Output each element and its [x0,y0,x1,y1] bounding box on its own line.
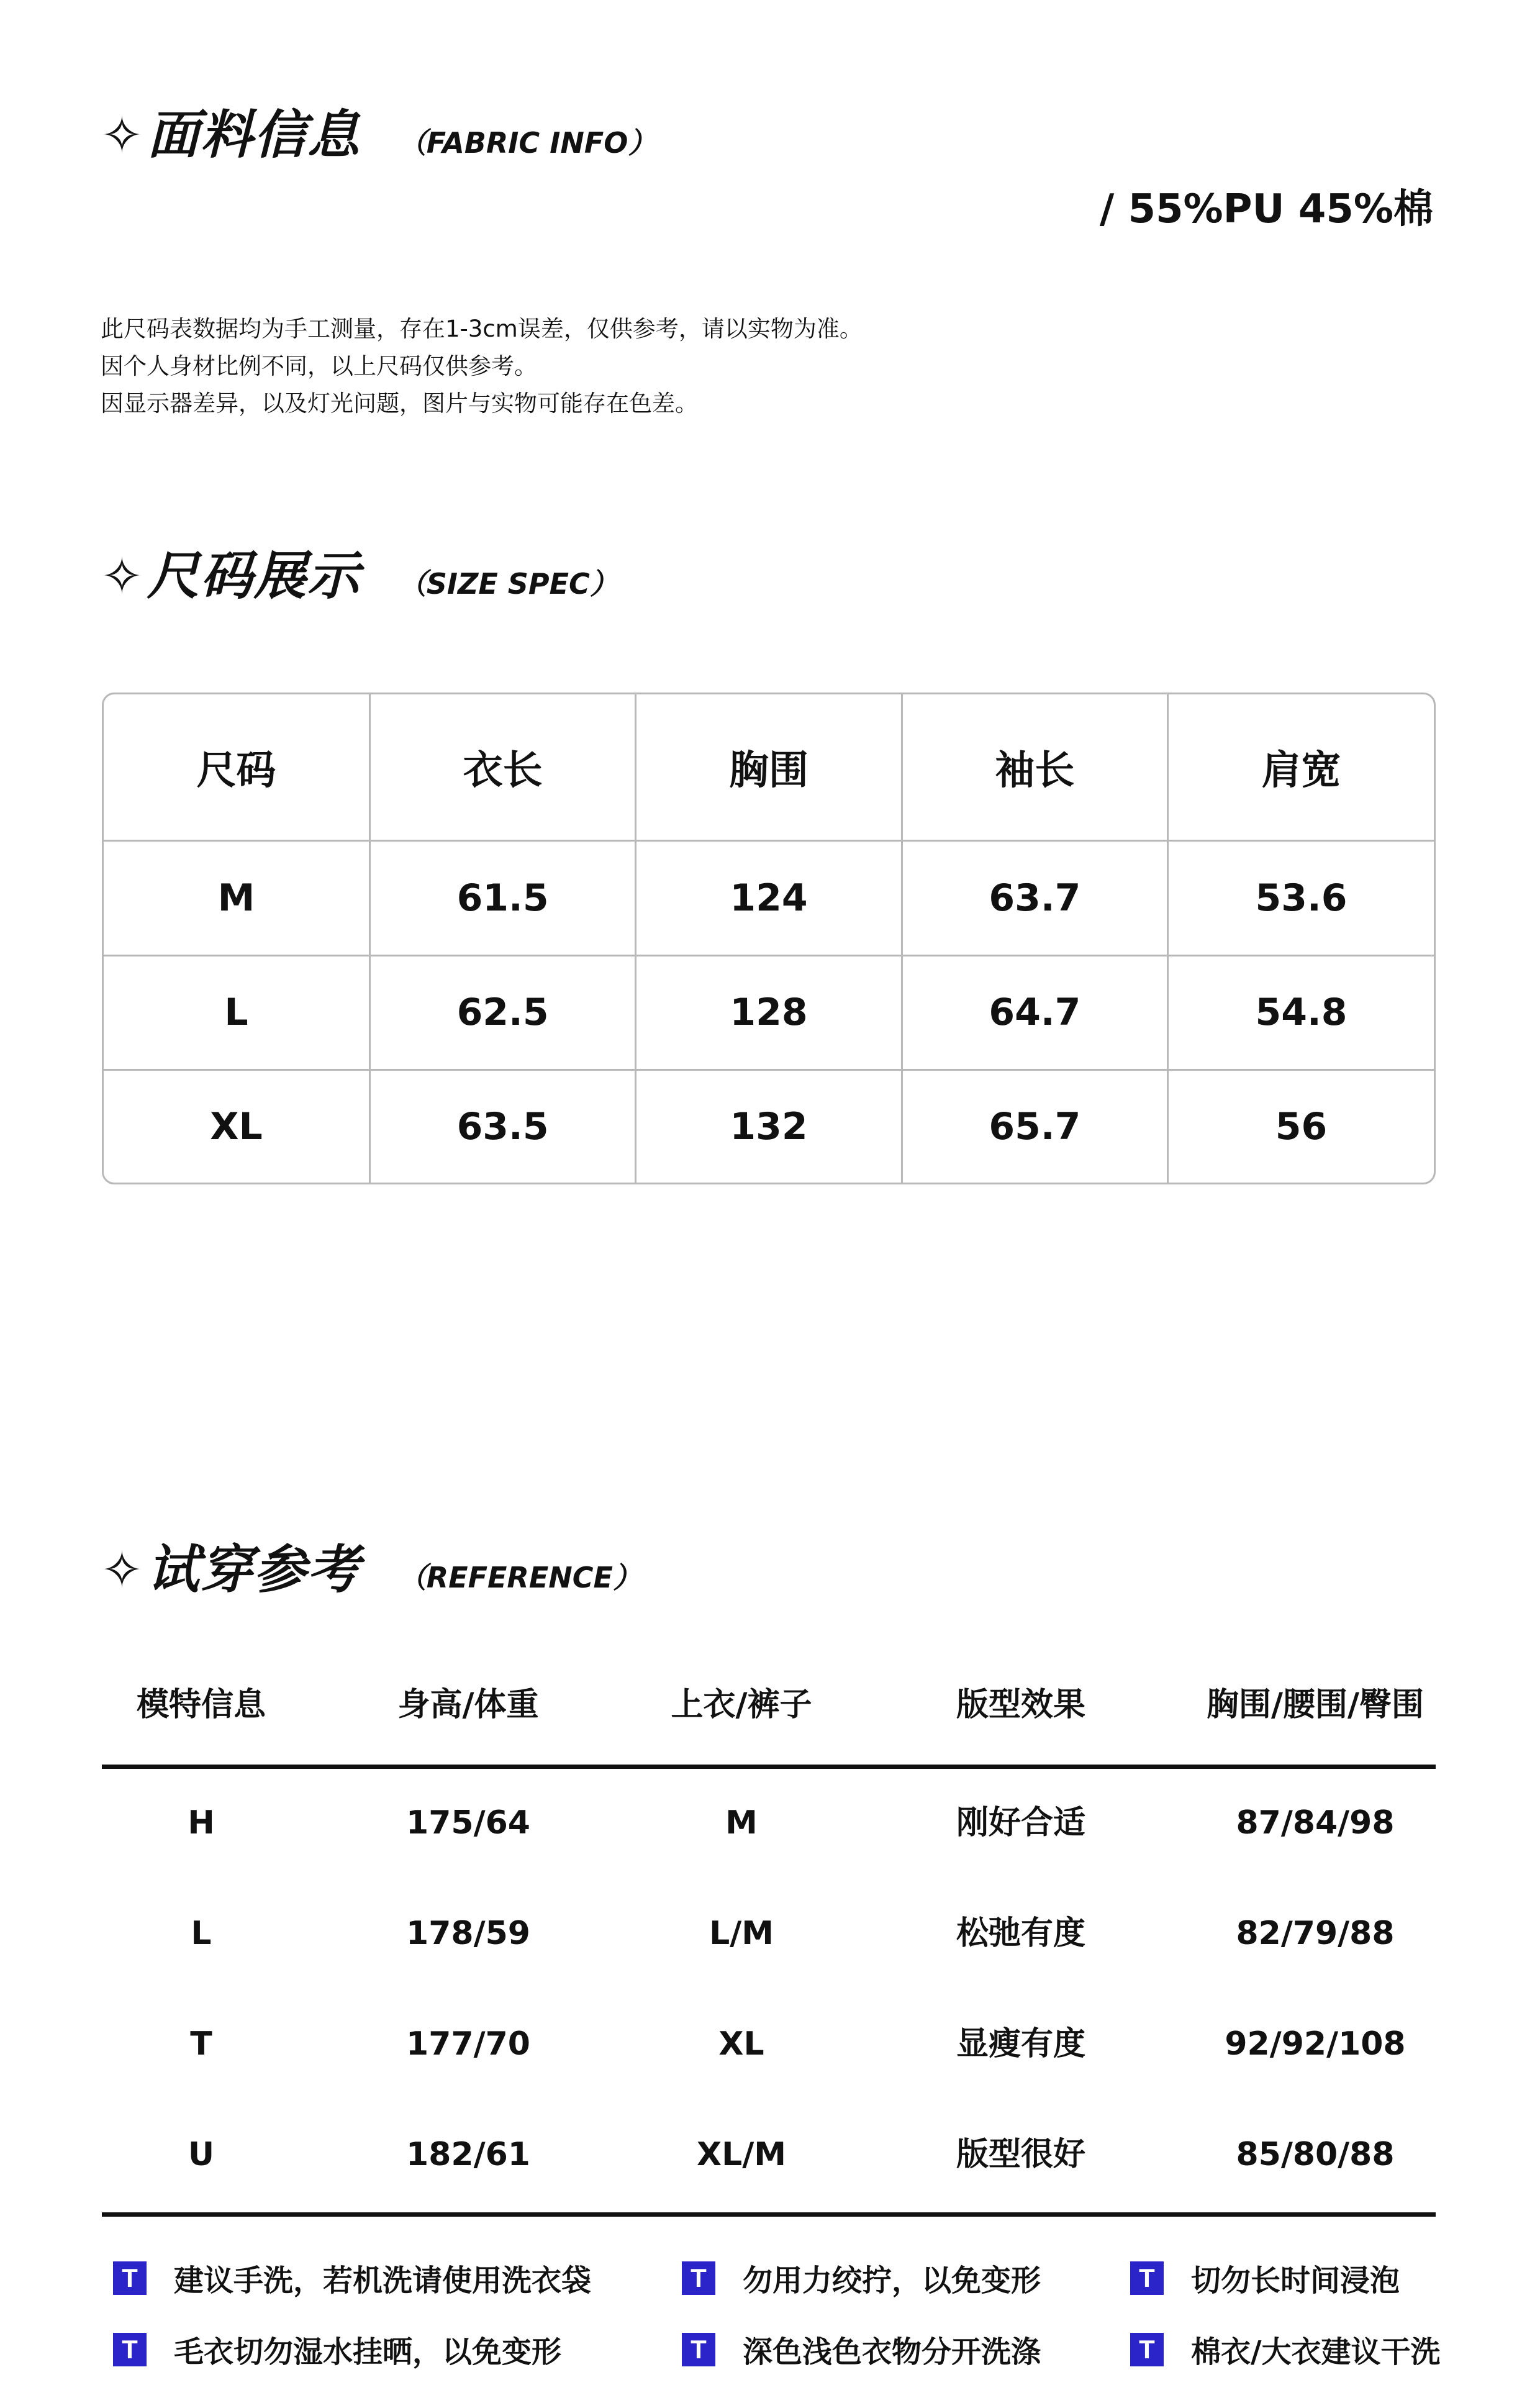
header-cell: 模特信息 [136,1686,266,1724]
note-line: 因个人身材比例不同，以上尺码仅供参考。 [101,353,537,379]
table-bottom-rule [102,2212,1436,2217]
table-cell: 松弛有度 [956,1915,1085,1952]
table-row [102,2124,1436,2186]
t-badge-icon: T [113,2261,147,2295]
care-text: 深色浅色衣物分开洗涤 [743,2335,1041,2369]
table-row [102,1902,1436,1965]
reference-title: 试穿参考 [147,1539,361,1600]
size-table [102,693,1436,1184]
measurement-notes [101,311,863,422]
table-cell: T [190,2025,212,2063]
table-cell: 显瘦有度 [956,2025,1085,2063]
table-cell: L/M [709,1915,774,1952]
reference-table-header [102,1677,1436,1733]
size-table-header [104,694,1434,840]
care-text: 毛衣切勿湿水挂晒，以免变形 [174,2335,562,2369]
table-row [104,840,1434,955]
care-text: 勿用力绞拧，以免变形 [743,2263,1041,2298]
table-cell: 56 [1275,1105,1328,1149]
care-item [113,2328,561,2371]
table-cell: XL [104,1070,369,1183]
care-text: 建议手洗，若机洗请使用洗衣袋 [174,2263,592,2298]
table-cell: 124 [636,840,902,955]
header-cell: 版型效果 [956,1686,1085,1724]
table-cell: 62.5 [369,955,635,1070]
care-item [1130,2256,1400,2299]
table-cell: 63.5 [369,1070,635,1183]
table-cell: 82/79/88 [1236,1915,1395,1952]
care-text: 棉衣/大衣建议干洗 [1191,2335,1441,2369]
table-cell: XL/M [697,2136,786,2173]
care-item [113,2256,591,2299]
table-cell: 版型很好 [956,2136,1085,2173]
size-title: 尺码展示 [147,545,361,606]
size-subtitle: （SIZE SPEC） [397,567,618,601]
t-badge-icon: T [1130,2333,1164,2366]
fabric-section-title [101,93,656,168]
t-badge-icon: T [682,2261,715,2295]
header-cell: 上衣/裤子 [671,1686,812,1724]
t-badge-icon: T [113,2333,147,2366]
table-cell: 刚好合适 [956,1804,1085,1842]
table-cell: 182/61 [406,2136,530,2173]
note-line: 因显示器差异，以及灯光问题，图片与实物可能存在色差。 [101,390,698,417]
sparkle-icon: ✧ [101,1541,143,1600]
table-cell: 53.6 [1168,840,1434,955]
care-item [682,2328,1041,2371]
t-badge-icon: T [1130,2261,1164,2295]
table-cell: 87/84/98 [1236,1804,1395,1842]
fabric-subtitle: （FABRIC INFO） [397,126,657,160]
header-cell: 衣长 [369,694,635,840]
table-cell: 61.5 [369,840,635,955]
reference-section-title [101,1528,641,1603]
table-top-rule [102,1765,1436,1769]
table-cell: H [188,1804,215,1842]
table-cell: 63.7 [902,840,1167,955]
table-cell: 64.7 [902,955,1167,1070]
table-cell: 65.7 [902,1070,1167,1183]
size-section-title [101,534,618,609]
header-cell: 身高/体重 [397,1686,539,1724]
table-row [104,955,1434,1070]
table-cell: 177/70 [406,2025,530,2063]
table-cell: 54.8 [1168,955,1434,1070]
reference-subtitle: （REFERENCE） [397,1561,641,1594]
note-line: 此尺码表数据均为手工测量，存在1-3cm误差，仅供参考，请以实物为准。 [101,316,863,342]
table-cell: M [104,840,369,955]
table-row [102,2013,1436,2075]
table-cell: 178/59 [406,1915,530,1952]
table-cell: 128 [636,955,902,1070]
table-cell: 132 [636,1070,902,1183]
fabric-composition: / 55%PU 45%棉 [1099,186,1433,232]
header-cell: 胸围/腰围/臀围 [1207,1686,1424,1724]
table-cell: XL [718,2025,764,2063]
table-cell: U [188,2136,215,2173]
sparkle-icon: ✧ [101,106,143,165]
care-item [1130,2328,1441,2371]
table-cell: 92/92/108 [1225,2025,1406,2063]
care-item [682,2256,1041,2299]
header-cell: 袖长 [902,694,1167,840]
header-cell: 肩宽 [1168,694,1434,840]
t-badge-icon: T [682,2333,715,2366]
table-row [104,1070,1434,1183]
table-row [102,1792,1436,1854]
fabric-title: 面料信息 [147,104,361,165]
table-cell: L [191,1915,212,1952]
header-cell: 胸围 [636,694,902,840]
care-text: 切勿长时间浸泡 [1191,2263,1400,2298]
table-cell: 175/64 [406,1804,530,1842]
table-cell: 85/80/88 [1236,2136,1395,2173]
header-cell: 尺码 [104,694,369,840]
table-cell: L [104,955,369,1070]
table-cell: M [725,1804,758,1842]
sparkle-icon: ✧ [101,547,143,606]
